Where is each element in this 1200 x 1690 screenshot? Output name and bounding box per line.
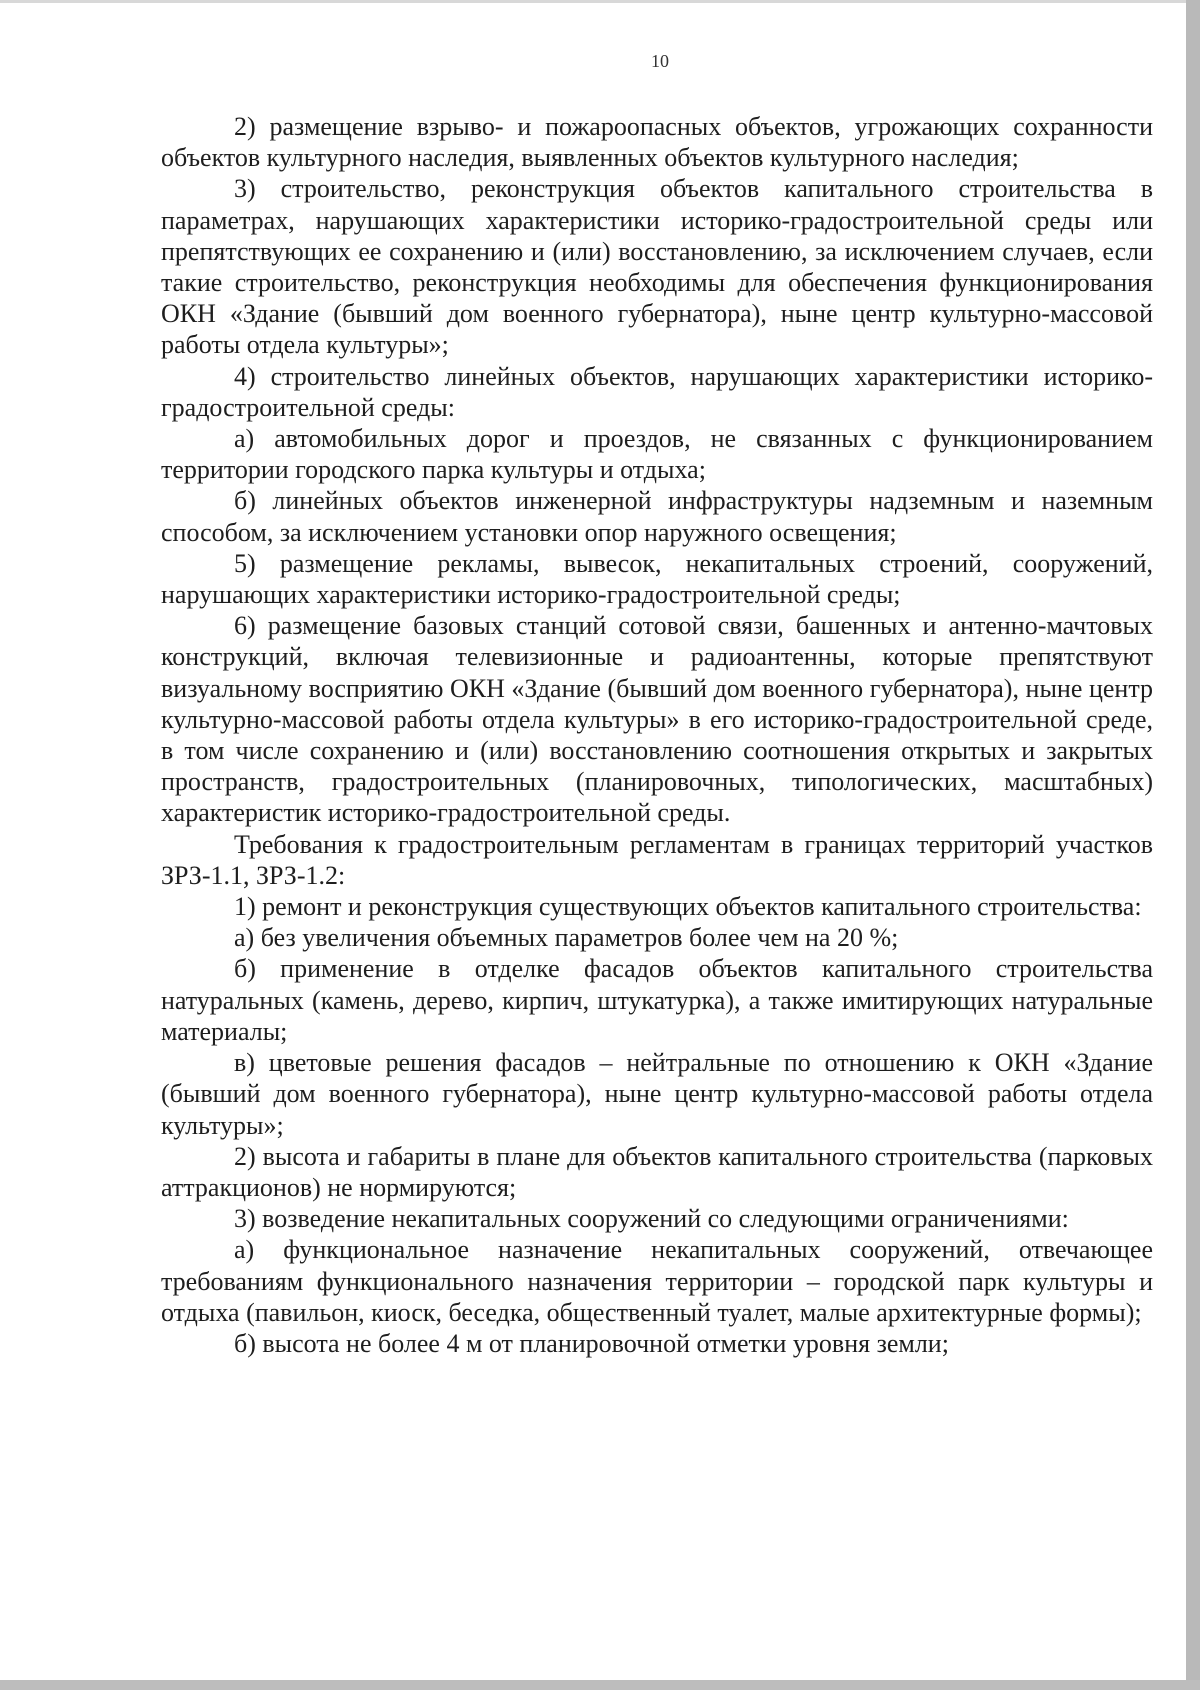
scan-edge-right [1186,0,1200,1690]
paragraph: а) без увеличения объемных параметров более чем на 20 %; [234,923,899,953]
paragraph: Требования к градостроительным регламентам в границах территорий участков ЗРЗ-1.1, ЗРЗ-1.2: [161,829,1153,890]
paragraph: 5) размещение рекламы, вывесок, некапитальных строений, сооружений, нарушающих характеристики историко-градостроительной среды; [161,548,1153,610]
paragraph: б) высота не более 4 м от планировочной отметки уровня земли; [234,1328,949,1358]
paragraph: 2) высота и габариты в плане для объектов капитального строительства (парковых аттракционов) не нормируются; [161,1141,1153,1202]
paragraph: б) применение в отделке фасадов объектов капитального строительства натуральных (камень, дерево, кирпич, штукатурка), а также имитирующих натуральные материалы; [161,954,1153,1046]
paragraph: б) линейных объектов инженерной инфраструктуры надземным и наземным способом, за исключением установки опор наружного освещения; [161,486,1153,547]
paragraph: а) функциональное назначение некапитальных сооружений, отвечающее требованиям функционального назначения территории – городской парк культуры и отдыха (павильон, киоск, беседка, общественный туалет, малые архитектурные формы); [161,1235,1153,1327]
paragraph: а) автомобильных дорог и проездов, не связанных с функционированием территории городского парка культуры и отдыха; [161,424,1153,485]
paragraph: 1) ремонт и реконструкция существующих объектов капитального строительства: [234,892,1142,922]
paragraph: в) цветовые решения фасадов – нейтральные по отношению к ОКН «Здание (бывший дом военного губернатора), ныне центр культурно-массовой работы отдела культуры»; [161,1048,1153,1140]
paragraph: 3) возведение некапитальных сооружений со следующими ограничениями: [234,1204,1069,1234]
document-body [161,111,1153,1359]
page-number: 10 [651,51,669,71]
paragraph: 3) строительство, реконструкция объектов капитального строительства в параметрах, нарушающих характеристики историко-градостроительной среды или препятствующих ее сохранению и (или) восстановлению, за исключением случаев, если такие строительство, реконструкция необходимы для обеспечения функционирования ОКН «Здание (бывший дом военного губернатора), ныне центр культурно-массовой работы отдела культуры»; [161,174,1153,360]
paragraph: 6) размещение базовых станций сотовой связи, башенных и антенно-мачтовых конструкций, включая телевизионные и радиоантенны, которые препятствуют визуальному восприятию ОКН «Здание (бывший дом военного губернатора), ныне центр культурно-массовой работы отдела культуры» в его историко-градостроительной среде, в том числе сохранению и (или) восстановлению соотношения открытых и закрытых пространств, градостроительных (планировочных, типологических, масштабных) характеристик историко-градостроительной среды. [161,611,1153,828]
paragraph: 2) размещение взрыво- и пожароопасных объектов, угрожающих сохранности объектов культурного наследия, выявленных объектов культурного наследия; [161,112,1153,173]
paragraph: 4) строительство линейных объектов, нарушающих характеристики историко-градостроительной среды: [161,361,1153,422]
scan-edge-bottom [0,1680,1200,1690]
